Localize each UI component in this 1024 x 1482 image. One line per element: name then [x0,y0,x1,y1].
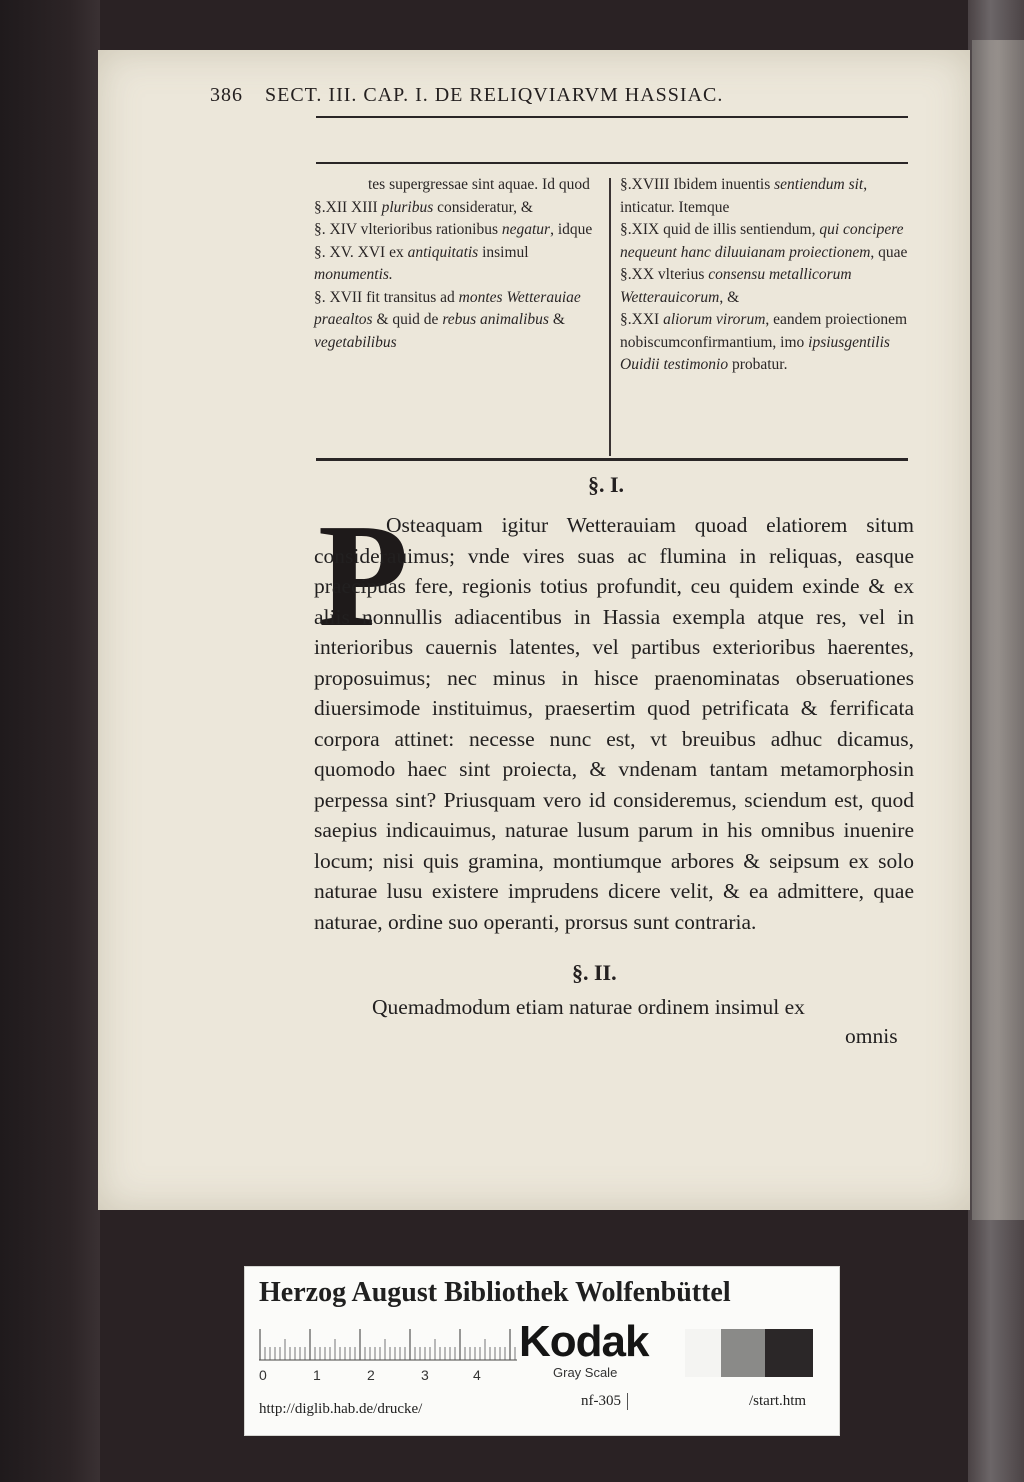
toc-italic: negatur [501,221,551,238]
library-name: Herzog August Bibliothek Wolfenbüttel [259,1277,731,1308]
toc-text: , & [719,288,740,306]
toc-text: fit transitus ad [362,288,459,306]
toc-text: quid de illis sentiendum, [659,221,820,238]
gray-swatch-dark [765,1329,813,1377]
kodak-logo: Kodak [519,1317,649,1366]
toc-text: , inticatur. Itemque [620,176,868,216]
toc-ref: §.XVIII [620,176,670,193]
header-rule-bottom [316,162,908,164]
library-scan-card [244,1266,840,1436]
main-paragraph [314,494,914,937]
running-title: SECT. III. CAP. I. DE RELIQVIARVM HASSIAC. [265,84,724,106]
header-rule-top [316,116,908,118]
toc-text: & [548,311,565,328]
toc-rule-bottom [316,458,908,461]
page-number: 386 [210,84,243,106]
toc-text: , idque [550,221,593,238]
scale-tick-label: 4 [473,1367,481,1383]
toc-ref: §.XIX [620,221,660,238]
toc-text: vlterius [654,266,709,283]
gray-swatch-mid [721,1329,765,1377]
paragraph-text: Osteaquam igitur Wetterauiam quoad elatiorem situm considerauimus; vnde vires suas ac flumina in reliquas, easque praecipuas fere, regionis totius profundit, ceu quidem exinde & ex aliis nonnullis adiacentibus in Hassia exempla atque res, vel in interioribus cauernis latentes, vel partibus exterioribus haerentes, proposuimus; nec minus in hisce praenominatas obseruationes diuersimode instituimus, praesertim quod petrificata & ferrificata corpora attinet: necesse nunc est, vt breuibus adhuc dicamus, quomodo haec sint proiecta, & vndenam tantam metamorphosin perpessa sint? Priusquam vero id consideremus, sciendum est, quod saepius indicauimus, naturae lusum parum in his omnibus inuenire locum; nisi quis gramina, montiumque arbores & seipsum ex solo naturae lusu existere imprudens dicere velit, & ea admittere, quae naturae, ordine suo operanti, prorsus sunt contraria. [314,513,914,934]
ruler-scale [259,1327,517,1361]
toc-entry [314,197,602,220]
gray-scale-caption: Gray Scale [553,1365,618,1380]
toc-ref: §. XV. XVI [314,243,386,261]
toc-text: consideratur, & [433,198,533,216]
toc-text: vlterioribus rationibus [356,221,502,238]
toc-italic: sentiendum sit [774,176,864,193]
toc-text: ex [385,243,408,261]
toc-italic: consensu metallicorum Wetterauicorum [620,266,852,306]
toc-italic: pluribus [381,198,434,216]
start-path: /start.htm [749,1393,807,1409]
drop-capital: P [318,494,409,658]
second-paragraph: Quemadmodum etiam naturae ordinem insimul ex [372,995,805,1019]
toc-entry [620,264,910,309]
toc-text: , quae [870,243,908,261]
toc-italic: montes Wetterauiae praealtos [314,288,581,328]
toc-entry [314,242,602,287]
running-head [210,84,910,107]
toc-left-column [314,174,602,354]
section-mark-1: §. I. [588,472,625,497]
scan-background-left [0,0,100,1482]
toc-text: , eandem proiectionem nobiscumconfirmantium, imo [620,311,908,351]
toc-text: insimul [478,243,529,261]
toc-entry [620,219,910,264]
scale-tick-label: 1 [313,1367,321,1383]
toc-column-divider [609,178,611,456]
facing-page-edge [972,40,1024,1220]
toc-italic: aliorum virorum [663,311,766,328]
toc-italic: monumentis. [314,266,393,283]
toc-text: Ibidem inuentis [669,176,775,193]
toc-italic: rebus animalibus [442,311,549,328]
section-mark-2: §. II. [572,960,617,985]
toc-italic: qui concipere nequeunt hanc diluuianam proiectionem [620,221,904,261]
toc-italic: antiquitatis [407,243,479,261]
toc-italic: ipsiusgentilis Ouidii testimonio [620,333,890,373]
toc-entry [314,174,602,197]
toc-text: tes supergressae sint aquae. Id quod [368,176,590,193]
toc-ref: §.XII XIII [314,198,378,216]
toc-entry [620,174,910,219]
scale-tick-label: 0 [259,1367,267,1383]
gray-swatch-light [685,1329,721,1377]
library-url: http://diglib.hab.de/drucke/ [259,1401,423,1417]
toc-ref: §.XX [620,266,655,283]
toc-text: & quid de [372,311,443,328]
scale-tick-label: 3 [421,1367,429,1383]
scale-tick-label: 2 [367,1367,375,1383]
catchword: omnis [845,1024,898,1048]
toc-ref: §.XXI [620,311,660,328]
toc-entry [314,287,602,355]
toc-italic: vegetabilibus [314,333,397,351]
toc-entry [314,219,602,242]
toc-right-column [620,174,910,377]
shelfmark: nf-305 [581,1393,628,1410]
toc-ref: §. XVII [314,288,363,306]
toc-ref: §. XIV [314,221,357,238]
toc-entry [620,309,910,377]
toc-text: probatur. [728,356,788,373]
